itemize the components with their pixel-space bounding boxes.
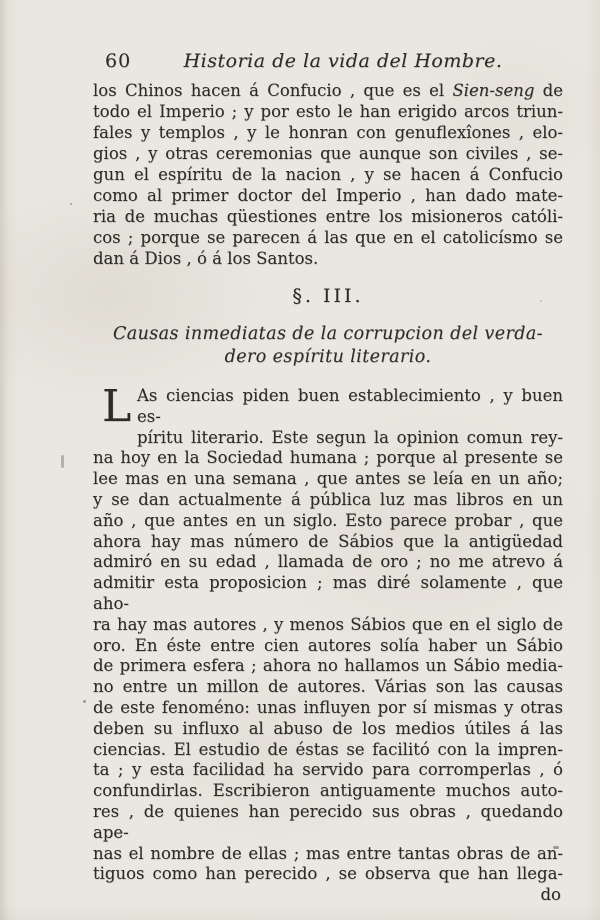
scan-speck bbox=[70, 203, 72, 205]
body-line: deben su influxo al abuso de los medios útiles á las bbox=[93, 718, 563, 738]
body-line: todo el Imperio ; y por esto le han erigido arcos triun- bbox=[93, 102, 563, 121]
body-line: admitir esta proposicion ; mas diré solamente , que aho- bbox=[93, 573, 563, 613]
body-line: como al primer doctor del Imperio , han dado mate- bbox=[93, 186, 563, 205]
body-line: de primera esfera ; ahora no hallamos un Sábio media- bbox=[93, 656, 563, 676]
body-line: gios , y otras ceremonias que aunque son civiles , se- bbox=[93, 144, 563, 163]
body-line: año , que antes en un siglo. Esto parece probar , que bbox=[93, 510, 563, 530]
body-line: ta ; y esta facilidad ha servido para corromperlas , ó bbox=[93, 760, 563, 780]
body-line: ra hay mas autores , y menos Sábios que en el siglo de bbox=[93, 614, 563, 634]
body-line: ahora hay mas número de Sábios que la antigüedad bbox=[93, 531, 563, 551]
body-line: cos ; porque se parecen á las que en el catolicísmo se bbox=[93, 228, 563, 247]
body-line-text: de bbox=[534, 81, 564, 100]
page-header bbox=[93, 50, 563, 75]
body-line: lee mas en una semana , que antes se leía en un año; bbox=[93, 469, 563, 489]
body-line: confundirlas. Escribieron antiguamente muchos auto- bbox=[93, 781, 563, 801]
running-title: Historia de la vida del Hombre. bbox=[183, 50, 503, 72]
body-line: na hoy en la Sociedad humana ; porque al presente se bbox=[93, 448, 563, 468]
body-line: res , de quienes han perecido sus obras , quedando ape- bbox=[93, 801, 563, 842]
body-line: fales y templos , y le honran con genuflexîones , elo- bbox=[93, 123, 563, 142]
body-line: de este fenoméno: unas influyen por sí mismas y otras bbox=[93, 697, 563, 717]
section-subtitle bbox=[93, 323, 563, 369]
body-line: dan á Dios , ó á los Santos. bbox=[93, 249, 319, 268]
body-line: admiró en su edad , llamada de oro ; no me atrevo á bbox=[93, 552, 563, 572]
body-line: tiguos como han perecido , se observa que han llega- bbox=[93, 864, 563, 884]
body-line: y se dan actualmente á pública luz mas libros en un bbox=[93, 489, 563, 509]
body-line bbox=[93, 80, 563, 101]
italic-term: Sien-seng bbox=[452, 81, 535, 100]
drop-cap-initial: L bbox=[102, 381, 132, 432]
body-line: gun el espíritu de la nacion , y se hacen á Confucio bbox=[93, 165, 563, 184]
scan-speck bbox=[553, 846, 559, 849]
subtitle-line: Causas inmediatas de la corrupcion del verda- bbox=[112, 324, 543, 344]
page-number: 60 bbox=[105, 50, 132, 72]
section-heading: §. III. bbox=[292, 285, 364, 307]
body-line: ria de muchas qüestiones entre los misioneros católi- bbox=[93, 207, 563, 226]
body-line: nas el nombre de ellas ; mas entre tantas obras de an- bbox=[93, 843, 563, 863]
body-line: píritu literario. Este segun la opinion comun rey- bbox=[137, 427, 563, 447]
body-line: ciencias. El estudio de éstas se facilitó con la impren- bbox=[93, 739, 563, 759]
scan-speck bbox=[83, 700, 86, 703]
body-line: oro. En éste entre cien autores solía haber un Sábio bbox=[93, 635, 563, 655]
paragraph-confucio bbox=[93, 80, 563, 269]
subtitle-line: dero espíritu literario. bbox=[224, 347, 432, 367]
scan-speck bbox=[61, 455, 64, 468]
scan-speck bbox=[540, 300, 542, 302]
paragraph-ciencias bbox=[93, 381, 563, 885]
text-column bbox=[93, 0, 563, 905]
body-line: no entre un millon de autores. Várias son las causas bbox=[93, 677, 563, 697]
body-line: As ciencias piden buen establecimiento , y buen es- bbox=[137, 386, 563, 426]
catchword: do bbox=[540, 885, 561, 905]
body-line-text: los Chinos hacen á Confucio , que es el bbox=[93, 81, 453, 100]
